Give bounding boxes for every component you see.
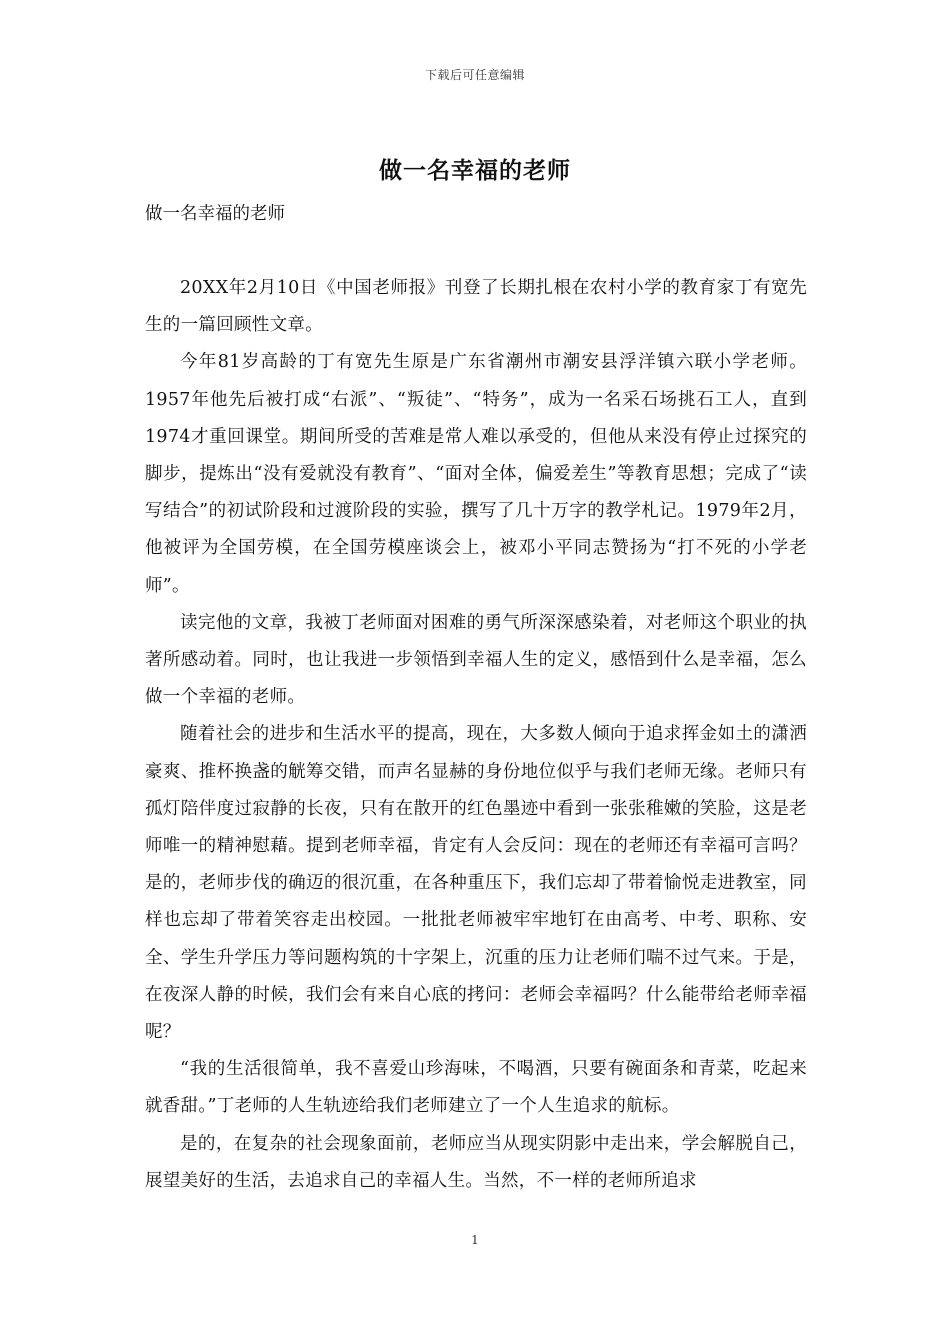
paragraph: 今年81岁高龄的丁有宽先生原是广东省潮州市潮安县浮洋镇六联小学老师。1957年他先后被打成“右派”、“叛徒”、“特务”，成为一名采石场挑石工人，直到1974才重回课堂。期间所受的苦难是常人难以承受的，但他从来没有停止过探究的脚步，提炼出“没有爱就没有教育”、“面对全体，偏爱差生”等教育思想；完成了“读写结合”的初试阶段和过渡阶段的实验，撰写了几十万字的教学札记。1979年2月，他被评为全国劳模，在全国劳模座谈会上，被邓小平同志赞扬为“打不死的小学老师”。: [145, 352, 807, 596]
document-body: [145, 270, 807, 1200]
document-subtitle: 做一名幸福的老师: [145, 204, 285, 224]
paragraph: 是的，在复杂的社会现象面前，老师应当从现实阴影中走出来，学会解脱自己，展望美好的生活，去追求自己的幸福人生。当然，不一样的老师所追求: [145, 1133, 807, 1191]
header-note: 下载后可任意编辑: [424, 68, 525, 82]
paragraph: “我的生活很简单，我不喜爱山珍海味，不喝酒，只要有碗面条和青菜，吃起来就香甜。”丁老师的人生轨迹给我们老师建立了一个人生追求的航标。: [145, 1059, 807, 1117]
paragraph: 20XX年2月10日《中国老师报》刊登了长期扎根在农村小学的教育家丁有宽先生的一篇回顾性文章。: [145, 278, 807, 336]
page-number: 1: [471, 1233, 479, 1247]
paragraph: 随着社会的进步和生活水平的提高，现在，大多数人倾向于追求挥金如土的潇洒豪爽、推杯换盏的觥筹交错，而声名显赫的身份地位似乎与我们老师无缘。老师只有孤灯陪伴度过寂静的长夜，只有在散开的红色墨迹中看到一张张稚嫩的笑脸，这是老师唯一的精神慰藉。提到老师幸福，肯定有人会反问：现在的老师还有幸福可言吗？是的，老师步伐的确迈的很沉重，在各种重压下，我们忘却了带着愉悦走进教室，同样也忘却了带着笑容走出校园。一批批老师被牢牢地钉在由高考、中考、职称、安全、学生升学压力等问题构筑的十字架上，沉重的压力让老师们喘不过气来。于是，在夜深人静的时候，我们会有来自心底的拷问：老师会幸福吗？什么能带给老师幸福呢？: [145, 724, 807, 1043]
paragraph: 读完他的文章，我被丁老师面对困难的勇气所深深感染着，对老师这个职业的执著所感动着。同时，也让我进一步领悟到幸福人生的定义，感悟到什么是幸福，怎么做一个幸福的老师。: [145, 612, 807, 708]
document-title: 做一名幸福的老师: [379, 158, 571, 184]
